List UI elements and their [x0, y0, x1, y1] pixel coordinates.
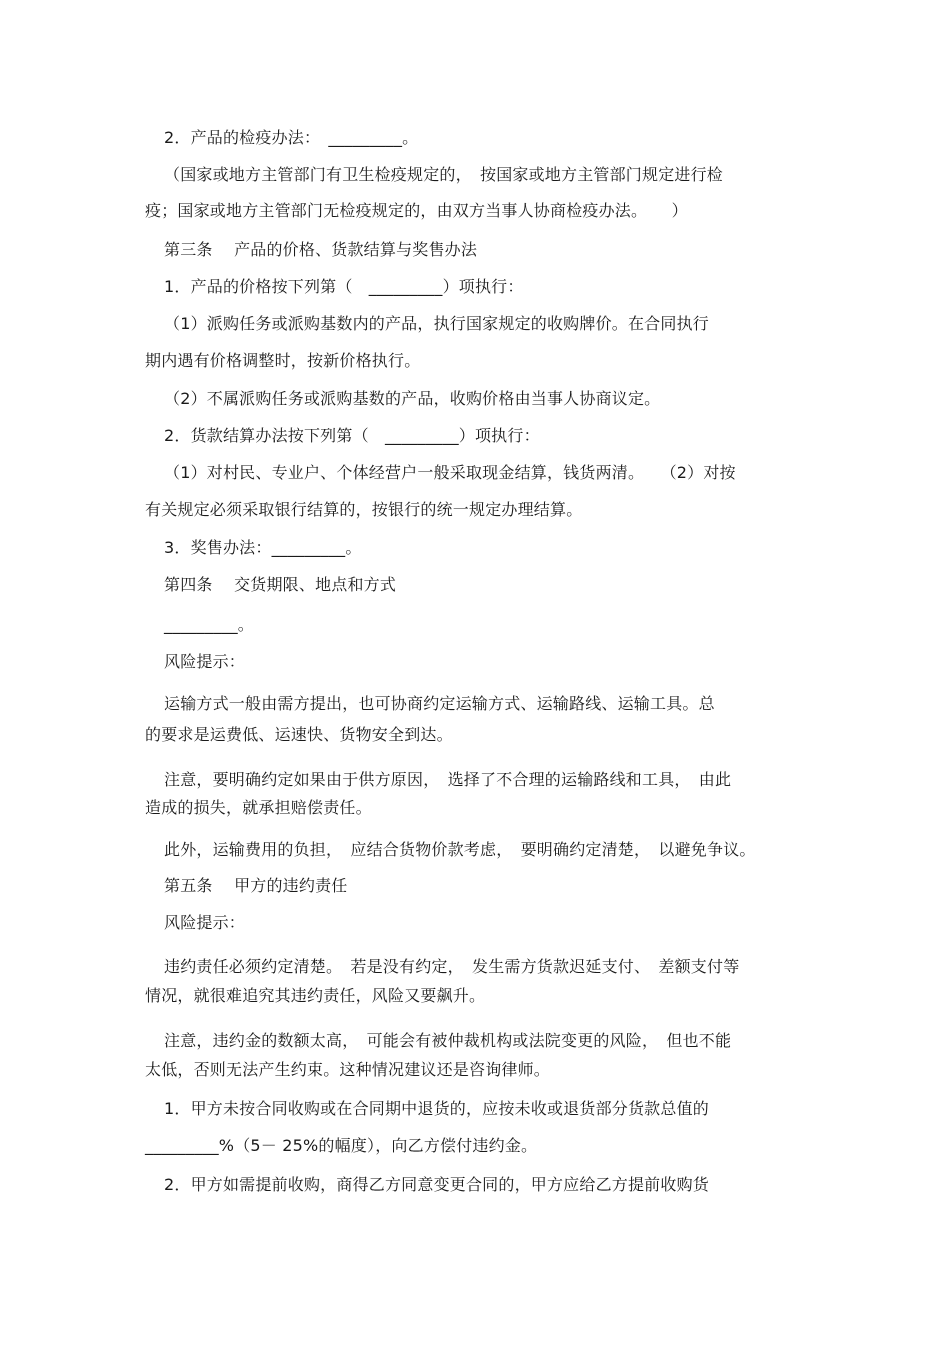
text-line: 1．产品的价格按下列第（ _________）项执行： [164, 277, 524, 296]
text-line: 的要求是运费低、运速快、货物安全到达。 [145, 725, 453, 744]
risk-label: 风险提示： [164, 913, 246, 932]
section-heading: 第三条 产品的价格、货款结算与奖售办法 [164, 240, 478, 259]
text-line: （1）派购任务或派购基数内的产品，执行国家规定的收购牌价。在合同执行 [164, 314, 709, 333]
text-line: 期内遇有价格调整时，按新价格执行。 [145, 351, 421, 370]
text-line: 2．产品的检疫办法： _________。 [164, 128, 419, 147]
text-line: 3．奖售办法：_________。 [164, 538, 362, 557]
text-line: 造成的损失，就承担赔偿责任。 [145, 798, 372, 817]
text-line: 注意，违约金的数额太高， 可能会有被仲裁机构或法院变更的风险， 但也不能 [164, 1031, 732, 1050]
risk-label: 风险提示： [164, 652, 246, 671]
text-line: _________%（5－ 25%的幅度），向乙方偿付违约金。 [145, 1136, 538, 1155]
text-line: 此外，运输费用的负担， 应结合货物价款考虑， 要明确约定清楚， 以避免争议。 [164, 840, 756, 859]
text-line: 违约责任必须约定清楚。 若是没有约定， 发生需方货款迟延支付、 差额支付等 [164, 957, 740, 976]
text-line: _________。 [164, 615, 254, 634]
text-line: 情况，就很难追究其违约责任，风险又要飙升。 [145, 986, 486, 1005]
text-line: 2．货款结算办法按下列第（ _________）项执行： [164, 426, 540, 445]
text-line: （国家或地方主管部门有卫生检疫规定的， 按国家或地方主管部门规定进行检 [164, 165, 724, 184]
text-line: 1．甲方未按合同收购或在合同期中退货的，应按未收或退货部分货款总值的 [164, 1099, 709, 1118]
section-heading: 第五条 甲方的违约责任 [164, 876, 348, 895]
section-heading: 第四条 交货期限、地点和方式 [164, 575, 397, 594]
text-line: 2．甲方如需提前收购，商得乙方同意变更合同的，甲方应给乙方提前收购货 [164, 1175, 709, 1194]
text-line: （2）不属派购任务或派购基数的产品，收购价格由当事人协商议定。 [164, 389, 661, 408]
text-line: 有关规定必须采取银行结算的，按银行的统一规定办理结算。 [145, 500, 583, 519]
text-line: 注意，要明确约定如果由于供方原因， 选择了不合理的运输路线和工具， 由此 [164, 770, 732, 789]
text-line: 运输方式一般由需方提出，也可协商约定运输方式、运输路线、运输工具。总 [164, 694, 715, 713]
text-line: 疫；国家或地方主管部门无检疫规定的，由双方当事人协商检疫办法。 ） [145, 201, 688, 220]
text-line: 太低，否则无法产生约束。这种情况建议还是咨询律师。 [145, 1060, 551, 1079]
text-line: （1）对村民、专业户、个体经营户一般采取现金结算，钱货两清。 （2）对按 [164, 463, 736, 482]
